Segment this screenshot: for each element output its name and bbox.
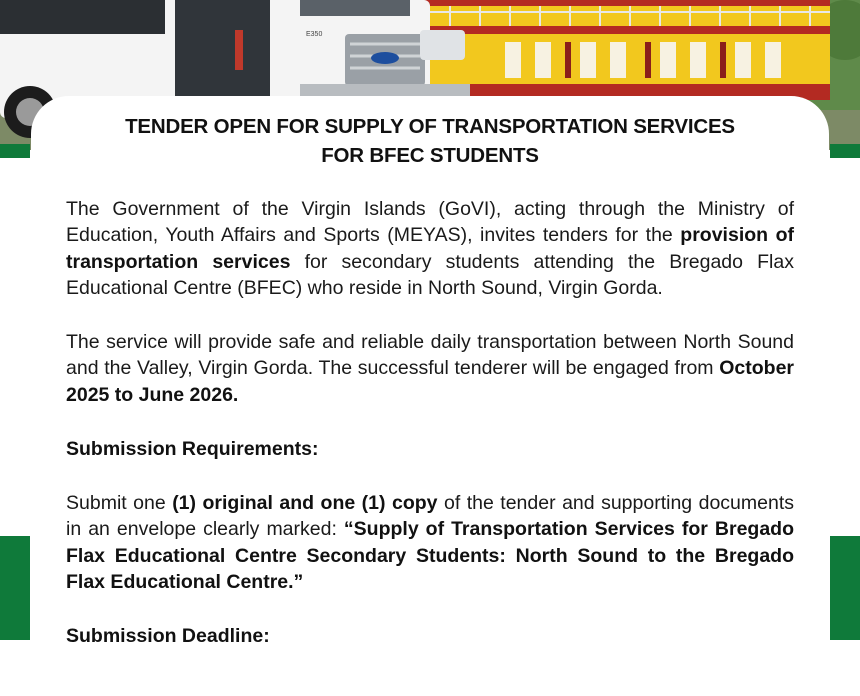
submission-copies: (1) original and one (1) copy — [172, 492, 438, 514]
notice-title — [31, 112, 829, 170]
bus-badge: E350 — [306, 31, 323, 38]
envelope-marking: “Supply of Transportation Services for Bregado Flax Educational Centre Secondary Students: North Sound to the Bregado Flax Educational Centre.” — [66, 518, 794, 593]
intro-text-a: The Government of the Virgin Islands (GoVI), acting through the Ministry of Education, Youth Affairs and Sports (MEYAS), invites tenders for the — [66, 198, 794, 247]
school-building — [410, 0, 830, 100]
submission-requirements-heading: Submission Requirements: — [66, 438, 319, 460]
submission-paragraph — [66, 490, 794, 595]
submission-deadline-heading: Submission Deadline: — [66, 625, 270, 647]
service-paragraph — [66, 329, 794, 408]
service-text-a: The service will provide safe and reliable daily transportation between North Sound and the Valley, Virgin Gorda. The successful tenderer will be engaged from — [66, 331, 794, 380]
intro-text-b: for secondary students attending the Bregado Flax Educational Centre (BFEC) who reside in North Sound, Virgin Gorda. — [66, 250, 794, 299]
green-band-top-left — [0, 144, 30, 158]
intro-bold: provision of transportation services — [66, 224, 794, 273]
submission-text-a: Submit one — [66, 492, 173, 514]
title-line-1: TENDER OPEN FOR SUPPLY OF TRANSPORTATION SERVICES — [125, 115, 735, 138]
submission-text-b: of the tender and supporting documents in an envelope clearly marked: — [66, 492, 794, 541]
intro-paragraph — [66, 196, 794, 301]
title-line-2: FOR BFEC STUDENTS — [321, 144, 539, 167]
service-period: October 2025 to June 2026. — [66, 357, 794, 406]
green-band-top-right — [830, 144, 860, 158]
green-band-bottom-right — [830, 536, 860, 640]
green-band-bottom-left — [0, 536, 30, 640]
